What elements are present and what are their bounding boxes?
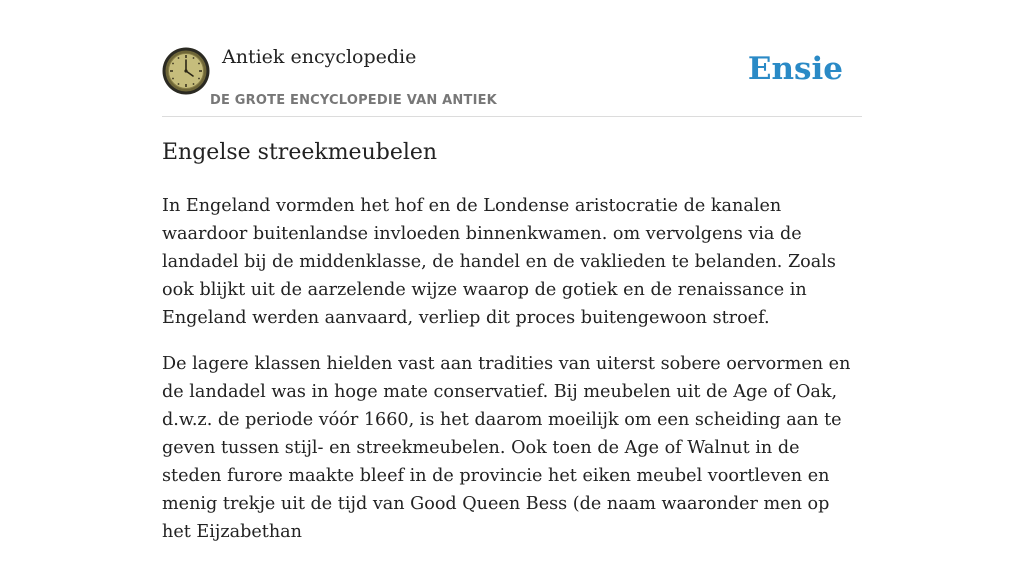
article-body	[162, 192, 862, 564]
page-title: Engelse streekmeubelen	[162, 140, 438, 165]
article-paragraph: De lagere klassen hielden vast aan tradities van uiterst sobere oervormen en de landadel was in hoge mate conservatief. Bij meubelen uit de Age of Oak, d.w.z. de periode vóór 1660, is het daarom moeilijk om een scheiding aan te geven tussen stijl- en streekmeubelen. Ook toen de Age of Walnut in de steden furore maakte bleef in de provincie het eiken meubel voortleven en menig trekje uit de tijd van Good Queen Bess (de naam waaronder men op het Eijzabethan	[162, 354, 851, 542]
site-header	[162, 0, 862, 117]
article-paragraph: In Engeland vormden het hof en de Londense aristocratie de kanalen waardoor buitenlandse invloeden binnenkwamen. om vervolgens via de landadel bij de middenklasse, de handel en de vaklieden te belanden. Zoals ook blijkt uit de aarzelende wijze waarop de gotiek en de renaissance in Engeland werden aanvaard, verliep dit proces buitengewoon stroef.	[162, 196, 836, 328]
antique-clock-icon[interactable]	[162, 47, 210, 95]
brand-logo-link[interactable]: Ensie	[747, 51, 843, 87]
site-name-link[interactable]: Antiek encyclopedie	[222, 46, 417, 68]
site-tagline: DE GROTE ENCYCLOPEDIE VAN ANTIEK	[210, 93, 497, 108]
